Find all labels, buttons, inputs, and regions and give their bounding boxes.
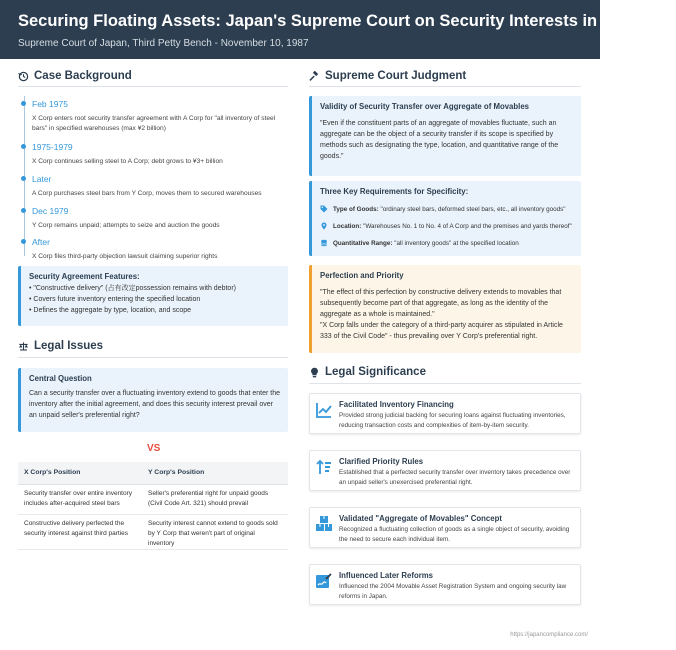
requirements-title: Three Key Requirements for Specificity: (320, 187, 469, 196)
positions-table (18, 462, 288, 550)
divider (309, 86, 581, 87)
legal-issues-title: Legal Issues (34, 340, 104, 352)
significance-heading (309, 366, 426, 378)
timeline-date: Dec 1979 (32, 206, 69, 216)
features-title: Security Agreement Features: (29, 272, 140, 281)
significance-card (309, 564, 581, 605)
significance-card-text: Recognized a fluctuating collection of goods as a single object of security, avoiding the need to secure each individual item. (339, 526, 570, 543)
timeline-item (32, 237, 288, 262)
requirement-item (320, 222, 573, 230)
database-icon (320, 239, 328, 247)
table-cell: Seller's preferential right for unpaid goods (Civil Code Art. 321) should prevail (142, 484, 288, 514)
perfection-text-2: "X Corp falls under the category of a third-party acquirer as stipulated in Article 333 of the Civil Code" - thus prevailing over Y Corp's preferential right. (320, 322, 563, 340)
table-row (18, 514, 288, 549)
timeline-item (32, 99, 288, 134)
footer-url[interactable]: https://japancompliance.com/ (510, 632, 588, 638)
timeline-dot (21, 208, 26, 213)
requirements-box (309, 181, 581, 256)
validity-box (309, 96, 581, 176)
validity-text: "Even if the constituent parts of an aggregate of movables fluctuate, such an aggregate can be the object of a security transfer if its scope is specified by methods such as designating the type, location, and quantitative range of the goods." (320, 120, 559, 160)
central-question-box (18, 368, 288, 432)
requirement-text: "Warehouses No. 1 to No. 4 of A Corp and the premises and yards thereof" (363, 222, 572, 230)
requirement-label: Type of Goods: (333, 205, 379, 213)
case-background-title: Case Background (34, 70, 132, 82)
divider (18, 86, 288, 87)
requirement-text: "ordinary steel bars, deformed steel bars, etc., all inventory goods" (380, 205, 566, 213)
timeline-text: X Corp files third-party objection lawsuit claiming superior rights (32, 253, 218, 260)
signature-icon (315, 572, 333, 590)
significance-card-title: Facilitated Inventory Financing (339, 400, 454, 409)
timeline-dot (21, 101, 26, 106)
page-subtitle: Supreme Court of Japan, Third Petty Bench - November 10, 1987 (18, 38, 309, 49)
tag-icon (320, 205, 328, 213)
chart-line-icon (315, 401, 333, 419)
timeline-text: X Corp continues selling steel to A Corp; debt grows to ¥3+ billion (32, 158, 223, 165)
requirement-item (320, 205, 573, 213)
page-title: Securing Floating Assets: Japan's Supreme Court on Security Interests in Inventory (18, 12, 676, 30)
judgment-heading (309, 70, 466, 82)
significance-card-text: Influenced the 2004 Movable Asset Registration System and ongoing security law reforms in Japan. (339, 583, 567, 600)
timeline-text: A Corp purchases steel bars from Y Corp, moves them to secured warehouses (32, 190, 262, 197)
timeline-date: 1975-1979 (32, 142, 73, 152)
timeline-date: After (32, 237, 50, 247)
significance-card (309, 507, 581, 548)
lightbulb-icon (309, 367, 320, 378)
timeline-text: X Corp enters root security transfer agreement with A Corp for "all inventory of steel bars" in specified warehouses (max ¥2 billion) (32, 115, 276, 132)
requirement-item (320, 239, 573, 247)
boxes-icon (315, 515, 333, 533)
table-row (18, 484, 288, 514)
significance-card (309, 393, 581, 434)
central-question-text: Can a security transfer over a fluctuating inventory extend to goods that enter the inventory after the initial agreement, and does this security interest prevail over an unpaid seller's preferential right? (29, 390, 280, 419)
table-cell: Security interest cannot extend to goods sold by Y Corp that weren't part of original inventory (142, 514, 288, 549)
feature-item: • "Constructive delivery" (占有改定possession remains with debtor) (29, 285, 236, 292)
judgment-title: Supreme Court Judgment (325, 70, 467, 82)
timeline-date: Later (32, 174, 52, 184)
timeline-item (32, 206, 288, 231)
feature-item: • Covers future inventory entering the specified location (29, 296, 201, 303)
timeline-dot (21, 176, 26, 181)
table-header: X Corp's Position (18, 462, 142, 484)
requirement-label: Quantitative Range: (333, 239, 393, 247)
perfection-text: "The effect of this perfection by constructive delivery extends to movables that subsequently become part of that aggregate, as long as the identity of the aggregate as a whole is maintained." (320, 289, 562, 318)
history-icon (18, 71, 29, 82)
significance-card-title: Validated "Aggregate of Movables" Concept (339, 514, 502, 523)
validity-title: Validity of Security Transfer over Aggregate of Movables (320, 102, 529, 111)
table-header: Y Corp's Position (142, 462, 288, 484)
legal-issues-heading (18, 340, 103, 352)
gavel-icon (309, 71, 320, 82)
requirement-label: Location: (333, 222, 362, 230)
divider (18, 357, 288, 358)
significance-card-text: Provided strong judicial backing for securing loans against fluctuating inventories, reducing transaction costs and complexities of item-by-item security. (339, 412, 566, 429)
table-header-row (18, 462, 288, 484)
requirement-text: "all inventory goods" at the specified location (394, 239, 519, 247)
timeline-date: Feb 1975 (32, 99, 68, 109)
header (0, 0, 676, 59)
significance-title: Legal Significance (325, 366, 426, 378)
table-cell: Constructive delivery perfected the security interest against third parties (18, 514, 142, 549)
significance-card-title: Clarified Priority Rules (339, 457, 424, 466)
timeline-item (32, 142, 288, 167)
sort-priority-icon (315, 458, 333, 476)
timeline-text: Y Corp remains unpaid; attempts to seize and auction the goods (32, 222, 220, 229)
significance-card-title: Influenced Later Reforms (339, 571, 434, 580)
significance-card (309, 450, 581, 491)
divider (309, 383, 581, 384)
security-features-box (18, 266, 288, 326)
significance-card-text: Established that a perfected security transfer over inventory takes precedence over an unpaid seller's unexercised preferential right. (339, 469, 571, 486)
feature-item: • Defines the aggregate by type, location, and scope (29, 307, 192, 314)
features-list (29, 283, 280, 316)
perfection-title: Perfection and Priority (320, 271, 404, 280)
perfection-box (309, 265, 581, 353)
timeline-dot (21, 144, 26, 149)
case-background-heading (18, 70, 132, 82)
central-question-title: Central Question (29, 374, 92, 383)
table-cell: Security transfer over entire inventory includes after-acquired steel bars (18, 484, 142, 514)
vs-label: VS (147, 443, 161, 454)
timeline-dot (21, 239, 26, 244)
scale-icon (18, 341, 29, 352)
timeline-item (32, 174, 288, 199)
location-pin-icon (320, 222, 328, 230)
